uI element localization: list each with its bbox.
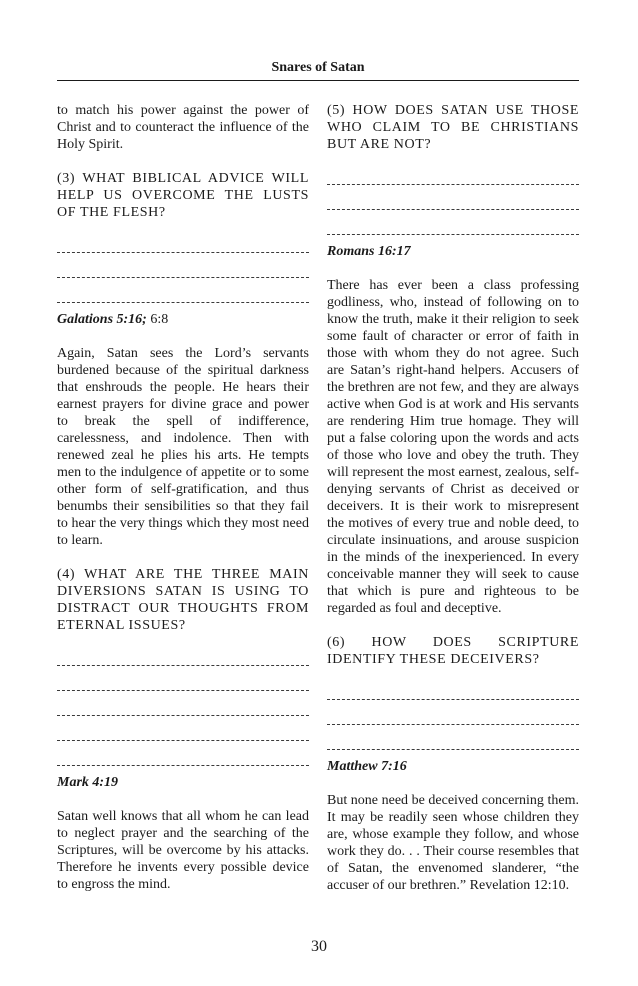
answer-line[interactable] [57,691,309,716]
scripture-reference-6: Matthew 7:16 [327,759,407,774]
left-column [57,102,309,910]
answer-line[interactable] [57,238,309,253]
question-3: (3) WHAT BIBLICAL ADVICE WILL HELP US OVERCOME THE LUSTS OF THE FLESH? [57,171,309,220]
answer-lines-3 [57,238,309,303]
scripture-reference-4: Mark 4:19 [57,775,119,790]
scripture-reference-5: Romans 16:17 [327,244,411,259]
paragraph-satan-sees: Again, Satan sees the Lord’s servants burdened because of the spiritual darkness that enshrouds the people. He hears their earnest prayers for divine grace and power to break the spell of indifference, carelessness, and indolence. Then with renewed zeal he plies his arts. He tempts men to the indulgence of appetite or to some other form of self-gratification, and thus benumbs their sensibilities so that they fail to hear the very things which they most need to learn. [57,346,309,548]
answer-line[interactable] [57,741,309,766]
answer-line[interactable] [327,725,579,750]
question-4: (4) WHAT ARE THE THREE MAIN DIVERSIONS SATAN IS USING TO DISTRACT OUR THOUGHTS FROM ETERNAL ISSUES? [57,567,309,633]
reference-extra: 6:8 [146,312,169,327]
answer-line[interactable] [57,278,309,303]
right-column [327,102,579,911]
answer-line[interactable] [327,210,579,235]
reference-main: Galations 5:16; [57,312,147,327]
answer-line[interactable] [327,685,579,700]
answer-line[interactable] [327,185,579,210]
answer-lines-4 [57,651,309,766]
answer-line[interactable] [57,716,309,741]
running-head: Snares of Satan [271,60,365,75]
answer-line[interactable] [57,651,309,666]
paragraph-satan-knows: Satan well knows that all whom he can lead to neglect prayer and the searching of the Scriptures, will be overcome by his attacks. Therefore he invents every possible device to engross the mind. [57,809,309,892]
answer-line[interactable] [327,170,579,185]
answer-lines-6 [327,685,579,750]
paragraph-class-professing: There has ever been a class professing godliness, who, instead of following on to know the truth, make it their religion to seek some fault of character or error of faith in those with whom they do not agree. Such are Satan’s right-hand helpers. Accusers of the brethren are not few, and they are always active when God is at work and His servants are rendering Him true homage. They will put a false coloring upon the words and acts of those who love and obey the truth. They will represent the most earnest, zealous, self-denying servants of Christ as deceived or deceivers. It is their work to misrepresent the motives of every true and noble deed, to circulate insinuations, and arouse suspicion in the minds of the inexperienced. In every conceivable manner they will seek to cause that which is pure and righteous to be regarded as foul and deceptive. [327,278,579,616]
header-rule [57,80,579,81]
answer-line[interactable] [327,700,579,725]
answer-line[interactable] [57,253,309,278]
page-number: 30 [311,938,327,955]
question-5: (5) HOW DOES SATAN USE THOSE WHO CLAIM TO BE CHRISTIANS BUT ARE NOT? [327,103,579,152]
question-6: (6) HOW DOES SCRIPTURE IDENTIFY THESE DECEIVERS? [327,635,579,667]
scripture-reference-3 [57,311,309,328]
paragraph-none-deceived: But none need be deceived concerning them. It may be readily seen whose children they are, whose example they follow, and whose work they do. . . Their course resembles that of Satan, the envenomed slanderer, “the accuser of our brethren.” Revelation 12:10. [327,793,579,893]
answer-line[interactable] [57,666,309,691]
answer-lines-5 [327,170,579,235]
paragraph-continuation: to match his power against the power of Christ and to counteract the influence of the Holy Spirit. [57,103,309,152]
